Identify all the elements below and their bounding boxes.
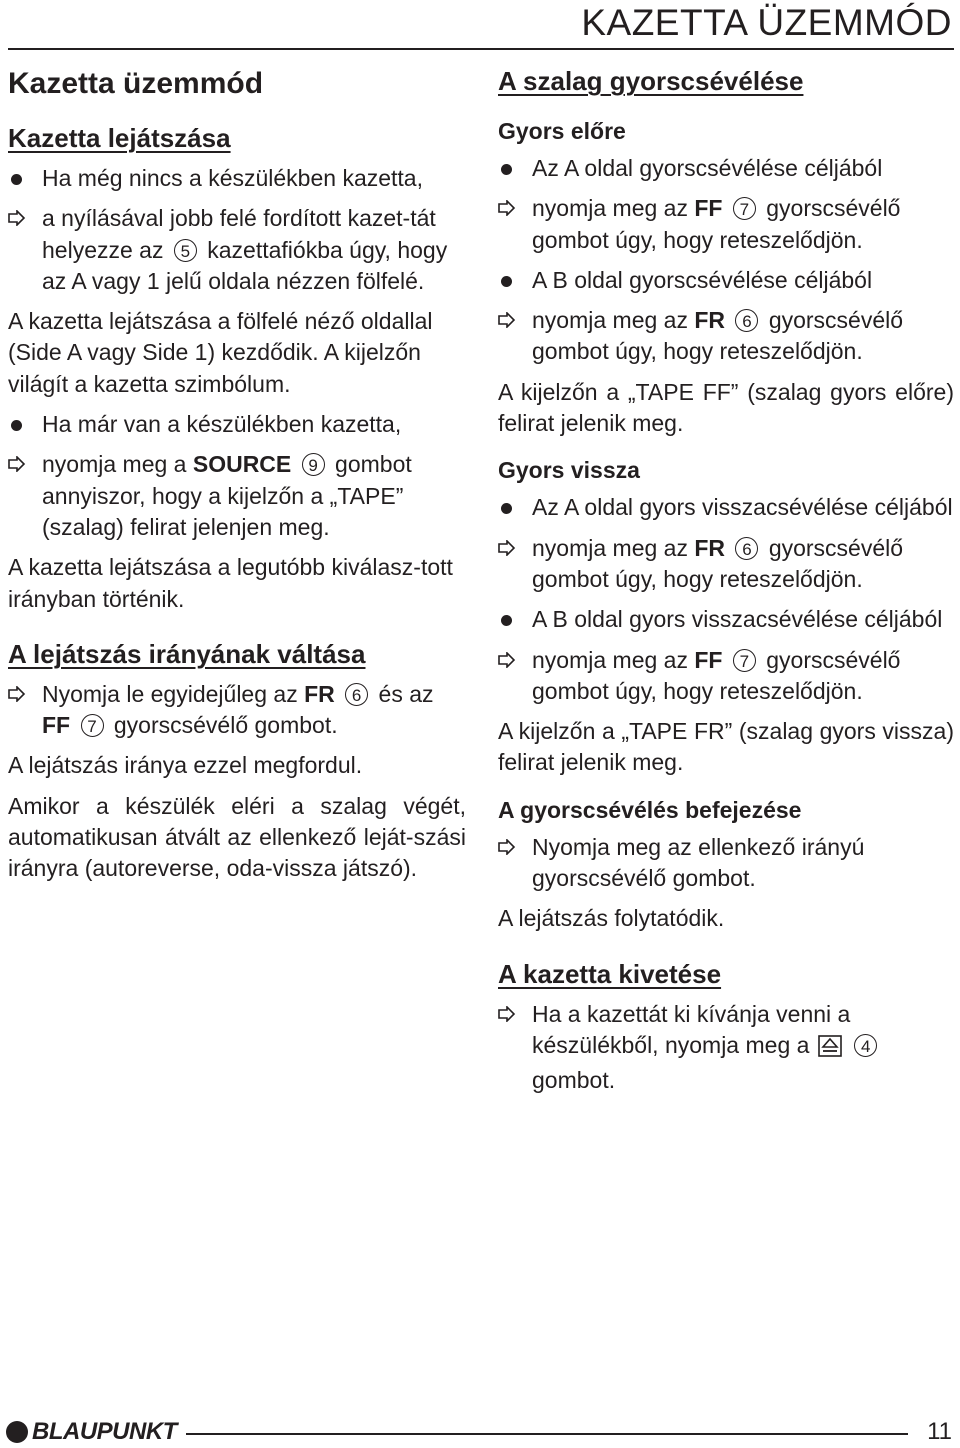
- bullet-dot-icon: [498, 492, 522, 523]
- step-item: a nyílásával jobb felé fordított kazet-tát helyezze az 5 kazettafiókba úgy, hogy az A vagy 1 jelű oldala nézzen fölfelé.: [8, 203, 466, 297]
- brand-logo: [6, 1420, 177, 1444]
- step-item: nyomja meg az FR 6 gyorscsévélő gombot úgy, hogy reteszelődjön.: [498, 305, 954, 368]
- step-item: nyomja meg az FR 6 gyorscsévélő gombot úgy, hogy reteszelődjön.: [498, 533, 954, 596]
- fr-button-label: FR: [304, 680, 335, 707]
- bullet-dot-icon: [498, 265, 522, 296]
- right-column: [498, 60, 954, 1106]
- button-number-badge: 7: [733, 197, 756, 220]
- paragraph: A kazetta lejátszása a legutóbb kiválasz-tott irányban történik.: [8, 554, 453, 612]
- header-rule: [8, 48, 954, 50]
- step-item: Nyomja le egyidejűleg az FR 6 és az FF 7 gyorscsévélő gombot.: [8, 679, 466, 742]
- button-number-badge: 9: [302, 453, 325, 476]
- paragraph: A lejátszás folytatódik.: [498, 905, 725, 932]
- subheading-fast-forward: Gyors előre: [498, 118, 626, 144]
- step-arrow-icon: [8, 679, 32, 710]
- paragraph: A kijelzőn a „TAPE FR” (szalag gyors vissza) felirat jelenik meg.: [498, 718, 954, 776]
- paragraph: A kazetta lejátszása a fölfelé néző oldallal (Side A vagy Side 1) kezdődik. A kijelzőn világít a kazetta szimbólum.: [8, 308, 433, 397]
- subheading-end-winding: A gyorscsévélés befejezése: [498, 796, 802, 823]
- section-heading-playback-direction: A lejátszás irányának váltása: [8, 638, 366, 669]
- bullet-item: Az A oldal gyors visszacsévélése céljából: [498, 492, 954, 523]
- step-arrow-icon: [498, 999, 522, 1030]
- bullet-dot-icon: [8, 163, 32, 194]
- bullet-dot-icon: [498, 153, 522, 184]
- step-arrow-icon: [8, 203, 32, 234]
- brand-name: BLAUPUNKT: [32, 1418, 177, 1445]
- bullet-dot-icon: [498, 604, 522, 635]
- page-header-title: KAZETTA ÜZEMMÓD: [581, 2, 952, 43]
- section-heading-fast-winding: A szalag gyorscsévélése: [498, 66, 804, 96]
- step-arrow-icon: [498, 305, 522, 336]
- section-heading-cassette-playback: Kazetta lejátszása: [8, 123, 231, 153]
- button-number-badge: 4: [854, 1034, 877, 1057]
- bullet-item: A B oldal gyorscsévélése céljából: [498, 265, 954, 296]
- button-number-badge: 6: [345, 683, 368, 706]
- page-title: Kazetta üzemmód: [8, 67, 264, 100]
- ff-button-label: FF: [694, 195, 723, 222]
- button-number-badge: 6: [735, 309, 758, 332]
- paragraph: Amikor a készülék eléri a szalag végét, automatikusan átvált az ellenkező leját-szási irányra (autoreverse, oda-vissza játszó).: [8, 792, 466, 882]
- button-number-badge: 6: [735, 537, 758, 560]
- button-number-badge: 7: [81, 714, 104, 737]
- source-button-label: SOURCE: [192, 451, 292, 478]
- paragraph: A kijelzőn a „TAPE FF” (szalag gyors előre) felirat jelenik meg.: [498, 378, 954, 437]
- button-number-badge: 7: [733, 649, 756, 672]
- step-arrow-icon: [498, 193, 522, 224]
- step-item: Nyomja meg az ellenkező irányú gyorscsévélő gombot.: [498, 832, 954, 895]
- step-arrow-icon: [498, 832, 522, 863]
- left-column: [8, 60, 466, 894]
- ff-button-label: FF: [42, 712, 71, 739]
- step-arrow-icon: [8, 449, 32, 480]
- bullet-item: Ha már van a készülékben kazetta,: [8, 409, 466, 440]
- bullet-item: Ha még nincs a készülékben kazetta,: [8, 163, 466, 194]
- bullet-item: A B oldal gyors visszacsévélése céljából: [498, 604, 954, 635]
- ff-button-label: FF: [694, 646, 723, 673]
- step-item: nyomja meg az FF 7 gyorscsévélő gombot úgy, hogy reteszelődjön.: [498, 645, 954, 708]
- step-item: nyomja meg a SOURCE 9 gombot annyiszor, hogy a kijelzőn a „TAPE” (szalag) felirat jelenjen meg.: [8, 449, 466, 543]
- page-number: 11: [927, 1418, 952, 1445]
- bullet-dot-icon: [8, 409, 32, 440]
- subheading-rewind: Gyors vissza: [498, 457, 640, 484]
- button-number-badge: 5: [174, 239, 197, 262]
- paragraph: A lejátszás iránya ezzel megfordul.: [8, 752, 363, 779]
- step-item: nyomja meg az FF 7 gyorscsévélő gombot úgy, hogy reteszelődjön.: [498, 193, 954, 256]
- step-arrow-icon: [498, 645, 522, 676]
- footer-rule: [186, 1433, 908, 1435]
- step-item: Ha a kazettát ki kívánja venni a készülékből, nyomja meg a 4 gombot.: [498, 999, 954, 1097]
- section-heading-eject-cassette: A kazetta kivetése: [498, 958, 722, 989]
- eject-icon: [818, 1034, 842, 1065]
- bullet-item: Az A oldal gyorscsévélése céljából: [498, 153, 954, 184]
- fr-button-label: FR: [694, 307, 726, 334]
- step-arrow-icon: [498, 533, 522, 564]
- logo-dot-icon: [6, 1421, 28, 1443]
- fr-button-label: FR: [694, 534, 726, 561]
